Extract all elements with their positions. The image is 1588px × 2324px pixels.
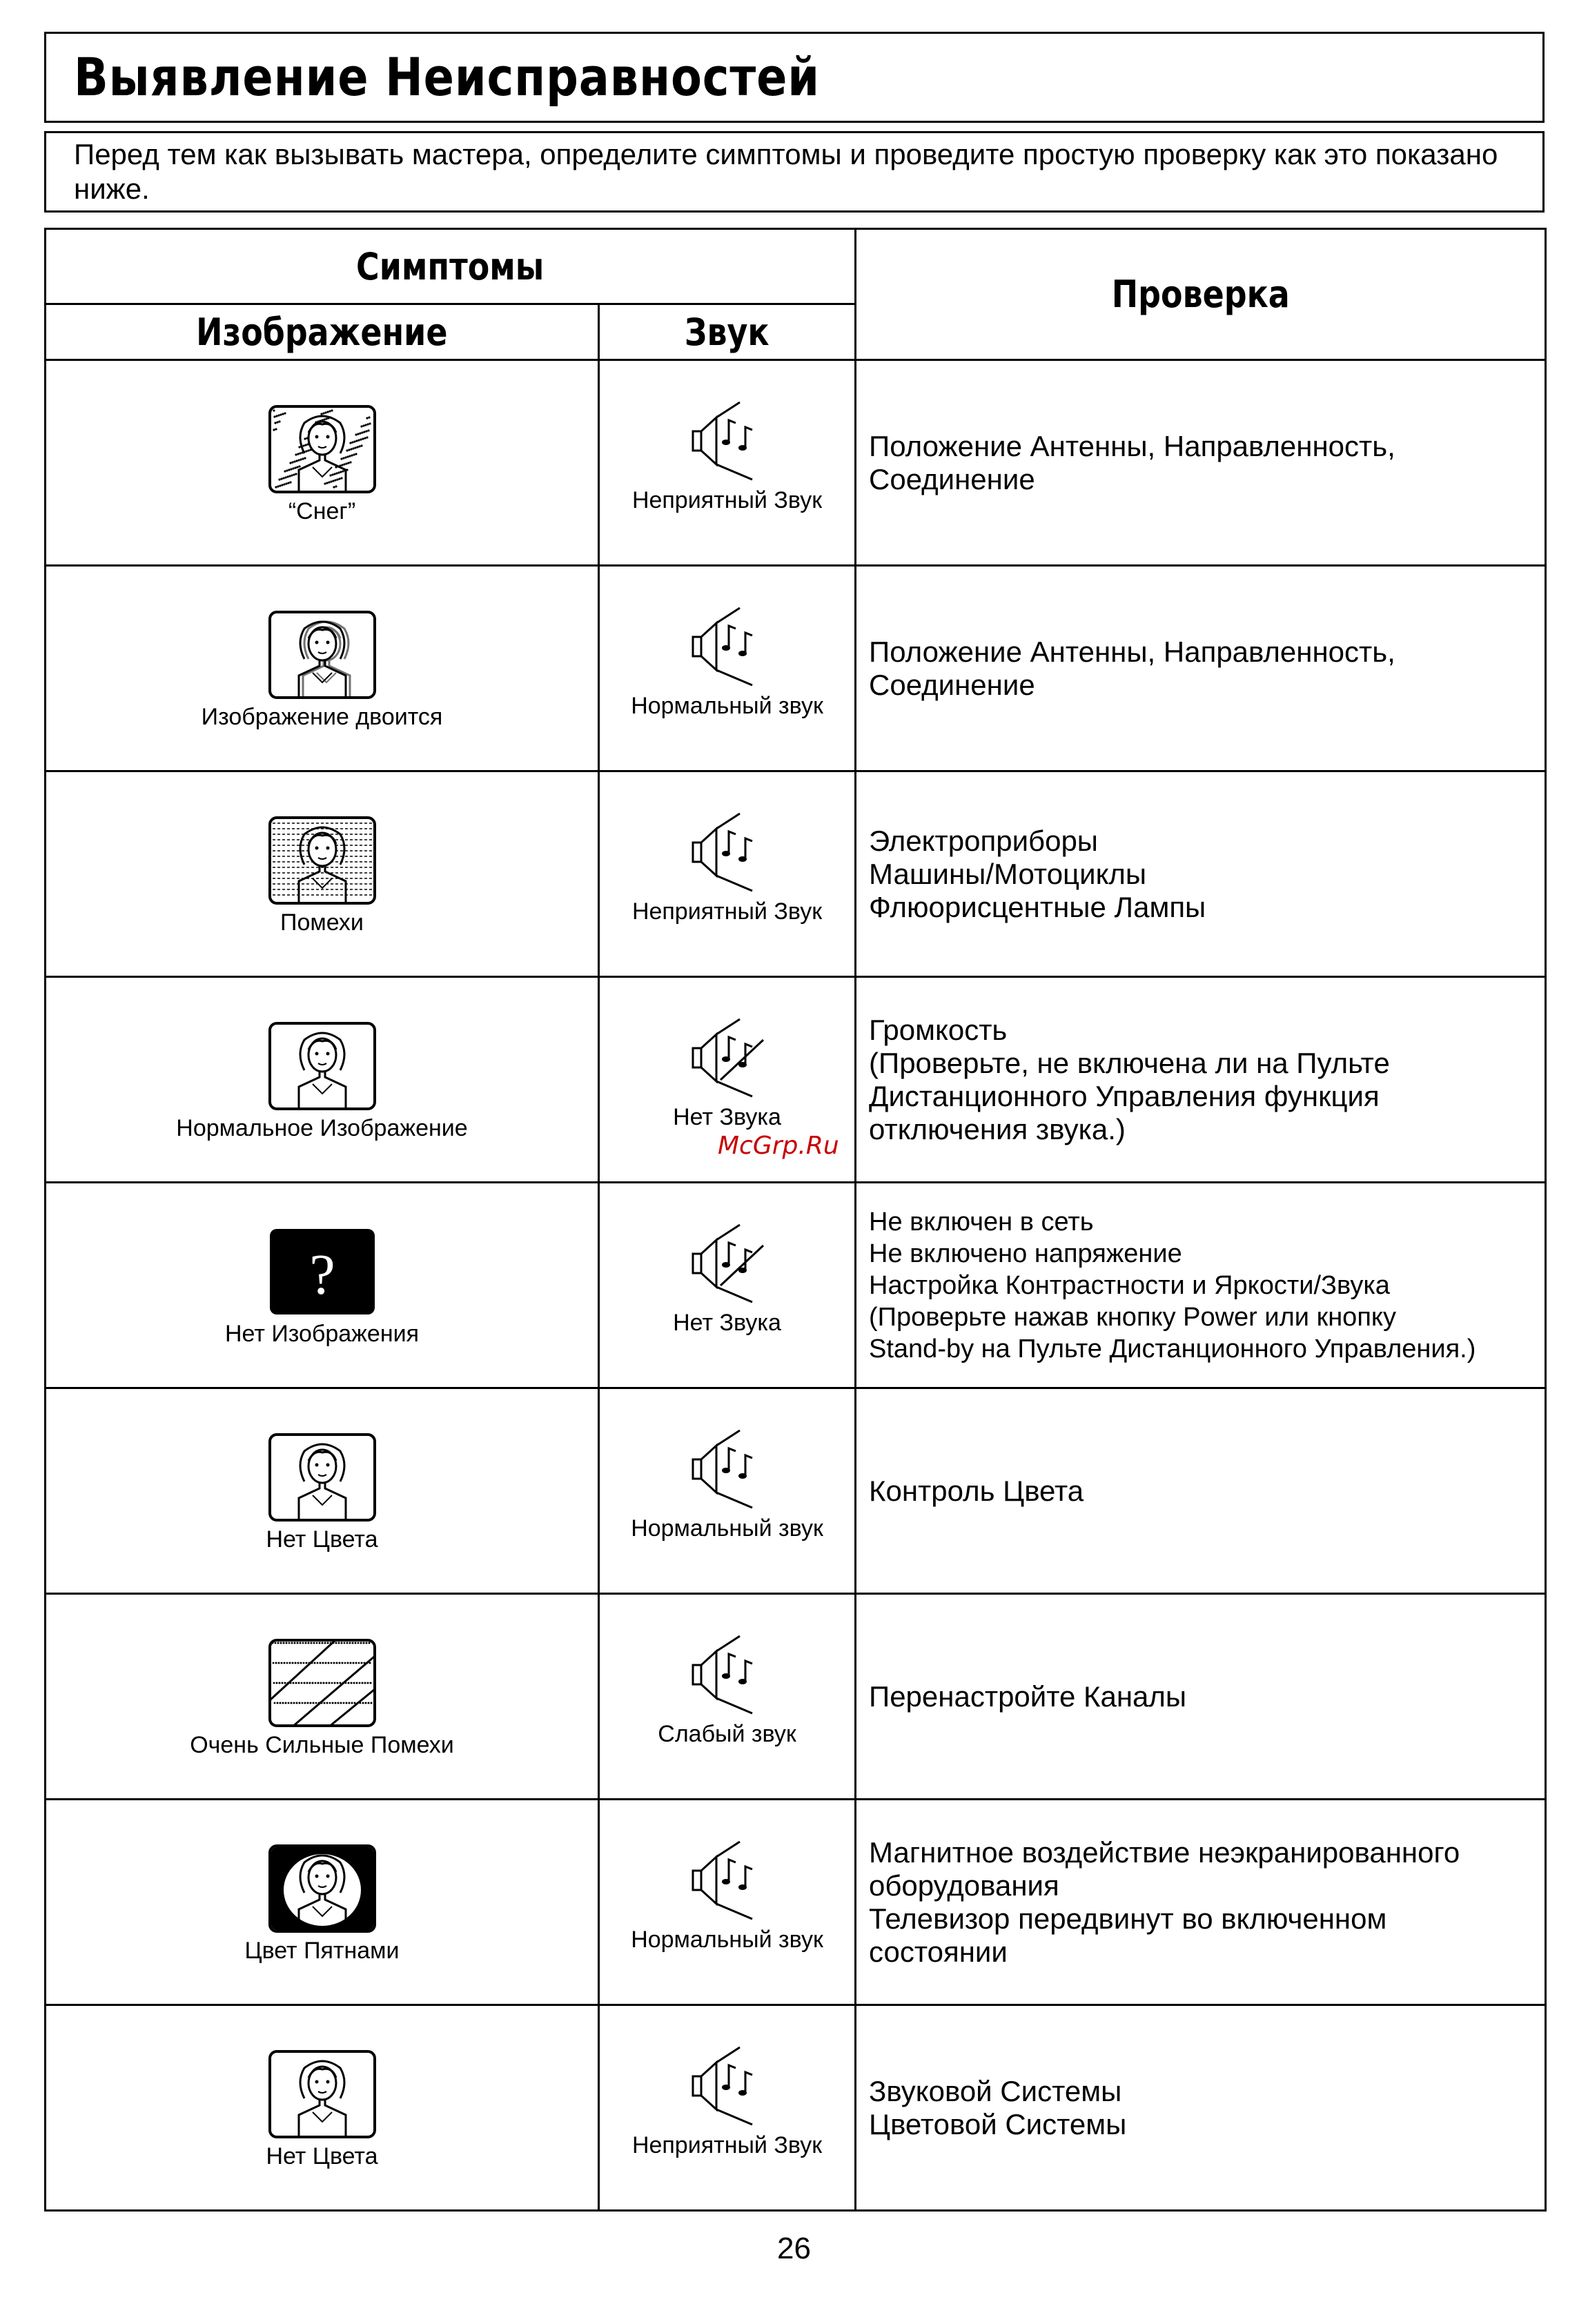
sound-caption: Неприятный Звук [631,898,823,925]
check-line: оборудования [869,1869,1059,1902]
symptoms-header: Симптомы [46,229,856,304]
intro-box [44,131,1545,213]
sound-symptom-cell [599,360,856,566]
sound-symptom-cell [599,1800,856,2005]
check-line: Машины/Мотоциклы [869,857,1147,890]
tv-snow-icon [46,405,598,493]
sound-caption: Нормальный звук [631,693,823,719]
table-row [46,1594,1546,1800]
table-row [46,771,1546,977]
check-line: Перенастройте Каналы [869,1680,1187,1713]
table-row [46,1388,1546,1594]
check-line: Контроль Цвета [869,1474,1084,1507]
speaker-muted-icon [600,1222,854,1305]
check-line: (Проверьте, не включена ли на Пульте [869,1046,1390,1079]
picture-symptom-cell [46,977,599,1183]
check-header: Проверка [856,229,1546,360]
check-line: отключения звука.) [869,1112,1126,1145]
check-line: Stand-by на Пульте Дистанционного Управления.) [869,1334,1476,1363]
check-cell [856,1183,1546,1388]
picture-caption: Изображение двоится [201,704,443,730]
check-line: Не включен в сеть [869,1207,1094,1237]
check-cell [856,771,1546,977]
picture-caption: Нет Цвета [266,2143,378,2169]
title-box [44,32,1545,123]
image-header: Изображение [46,304,599,360]
picture-caption: Нет Изображения [224,1321,420,1347]
sound-caption: Неприятный Звук [631,487,823,513]
speaker-icon [600,1633,854,1716]
sound-header: Звук [599,304,856,360]
check-cell [856,566,1546,771]
check-cell [856,2005,1546,2211]
picture-symptom-cell [46,771,599,977]
picture-caption: Цвет Пятнами [244,1938,400,1964]
tv-color-patches-icon [46,1844,598,1933]
tv-normal-icon [46,2050,598,2138]
picture-caption: Очень Сильные Помехи [190,1732,454,1758]
check-cell [856,1800,1546,2005]
check-cell [856,1594,1546,1800]
check-line: состоянии [869,1935,1008,1968]
check-line: Положение Антенны, Направленность, [869,635,1395,668]
sound-symptom-cell [599,2005,856,2211]
watermark: McGrp.Ru [718,1132,839,1160]
check-line: Настройка Контрастности и Яркости/Звука [869,1270,1390,1300]
intro-text: Перед тем как вызывать мастера, определите симптомы и проведите простую проверку как это показано ниже. [74,138,1498,205]
speaker-muted-icon [600,1016,854,1099]
page-title: Выявление Неисправностей [74,46,820,108]
speaker-icon [600,811,854,894]
tv-no-picture-icon [46,1228,598,1316]
check-line: (Проверьте нажав кнопку Power или кнопку [869,1302,1396,1332]
sound-symptom-cell [599,771,856,977]
speaker-icon [600,1428,854,1510]
check-line: Громкость [869,1013,1008,1046]
check-line: Флюорисцентные Лампы [869,890,1206,923]
check-line: Телевизор передвинут во включенном [869,1902,1387,1935]
check-line: Электроприборы [869,824,1098,857]
tv-normal-icon [46,1022,598,1110]
picture-caption: Снег [296,498,348,524]
table-row [46,1183,1546,1388]
check-line: Звуковой Системы [869,2074,1122,2107]
tv-interference-icon [46,816,598,905]
picture-caption: Нет Цвета [266,1526,378,1553]
check-cell [856,1388,1546,1594]
sound-caption: Нет Звука [673,1310,781,1336]
picture-symptom-cell [46,1800,599,2005]
check-line: Соединение [869,668,1035,701]
check-line: Не включено напряжение [869,1239,1182,1268]
speaker-icon [600,1839,854,1922]
speaker-icon [600,400,854,482]
picture-symptom-cell [46,1183,599,1388]
sound-caption: Нормальный звук [631,1927,823,1953]
tv-ghost-icon [46,611,598,699]
sound-symptom-cell [599,566,856,771]
check-line: Цветовой Системы [869,2107,1127,2140]
check-line: Дистанционного Управления функция [869,1079,1380,1112]
picture-caption: Помехи [280,909,364,936]
tv-heavy-interference-icon [46,1639,598,1727]
check-line: Соединение [869,462,1035,495]
picture-symptom-cell [46,2005,599,2211]
check-cell [856,977,1546,1183]
sound-symptom-cell [599,1388,856,1594]
picture-symptom-cell [46,1388,599,1594]
sound-symptom-cell [599,1183,856,1388]
sound-symptom-cell [599,1594,856,1800]
speaker-icon [600,605,854,688]
speaker-icon [600,2045,854,2127]
check-cell [856,360,1546,566]
table-row [46,1800,1546,2005]
troubleshooting-table [44,228,1547,2212]
picture-symptom-cell: “Снег” [46,360,599,566]
picture-symptom-cell [46,1594,599,1800]
sound-caption: Слабый звук [658,1721,796,1747]
check-line: Положение Антенны, Направленность, [869,429,1395,462]
check-line: Магнитное воздействие неэкранированного [869,1835,1460,1869]
tv-normal-icon [46,1433,598,1522]
page-number: 26 [777,2232,811,2265]
table-row [46,2005,1546,2211]
picture-symptom-cell [46,566,599,771]
table-row [46,566,1546,771]
sound-caption: Нормальный звук [631,1515,823,1542]
picture-caption: Нормальное Изображение [176,1115,468,1141]
sound-caption: Нет Звука [673,1104,781,1130]
table-row [46,360,1546,566]
sound-caption: Неприятный Звук [631,2132,823,2158]
svg-text:?: ? [308,1243,335,1307]
